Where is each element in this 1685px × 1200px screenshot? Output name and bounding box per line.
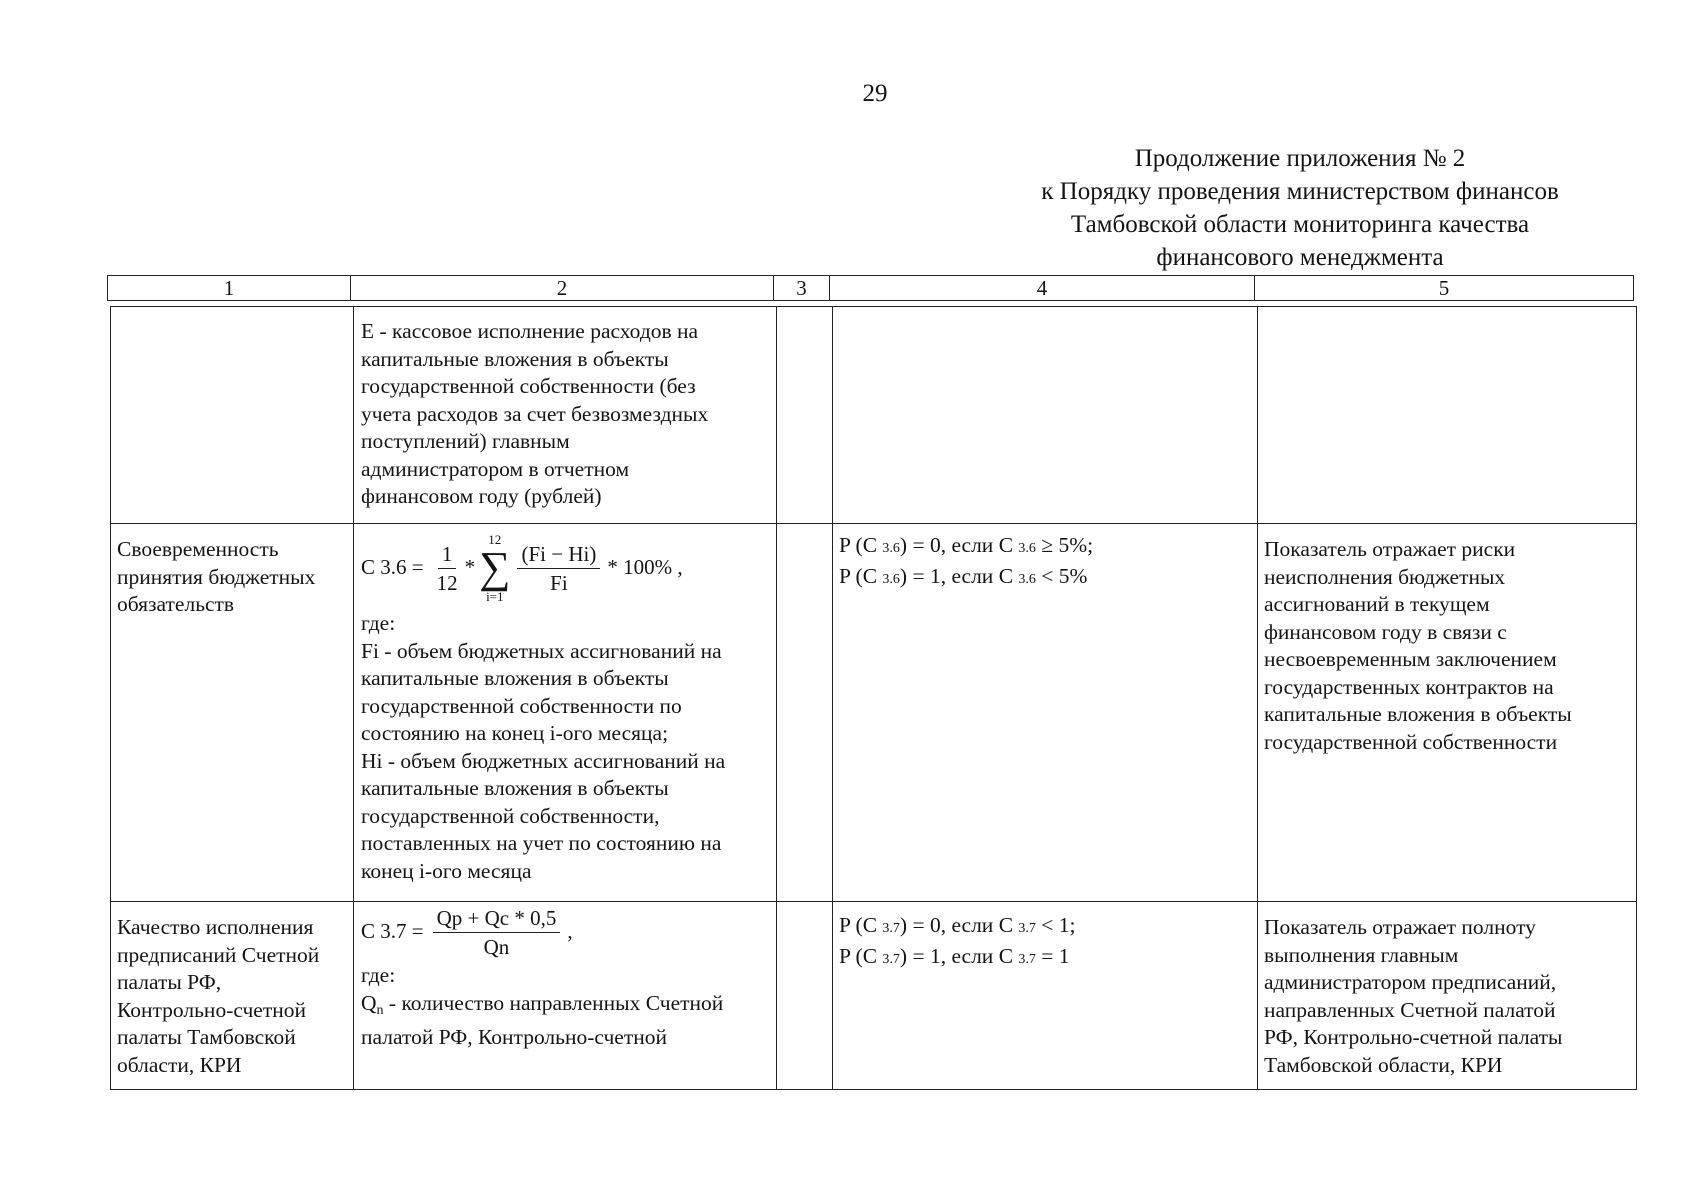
table-row	[111, 902, 1637, 1090]
text-line: капитальные вложения в объекты	[361, 666, 669, 690]
text-line: Fi - объем бюджетных ассигнований на	[361, 638, 722, 663]
fraction-denominator: Fi	[550, 570, 568, 595]
cond-text: < 1;	[1035, 913, 1076, 937]
text-line: состоянию на конец i-ого месяца;	[361, 721, 669, 745]
fraction-numerator: Qр + Qс * 0,5	[433, 906, 561, 933]
cond-subscript: 3.6	[1018, 571, 1036, 587]
text-line: предписаний Счетной	[117, 942, 320, 967]
cond-subscript: 3.6	[1018, 541, 1036, 556]
column-number: 1	[108, 276, 351, 301]
empty-cell	[777, 902, 833, 1090]
column-number: 3	[774, 276, 830, 301]
formula-c36	[361, 526, 770, 610]
text-line: финансовом году в связи с	[1264, 619, 1507, 644]
text-line: РФ, Контрольно-счетной палаты	[1264, 1025, 1563, 1049]
sigma-icon: ∑	[479, 543, 511, 592]
text-line: капитальные вложения в объекты	[361, 776, 669, 800]
text-line: ассигнований в текущем	[1264, 592, 1490, 616]
cond-text: P (C	[839, 563, 883, 588]
column-number: 4	[830, 276, 1255, 301]
cond-subscript: 3.7	[882, 951, 900, 967]
text-line: администратором в отчетном	[361, 456, 630, 481]
cond-text: = 1	[1035, 943, 1070, 968]
text-line: палаты РФ,	[117, 970, 222, 994]
text-line: Показатель отражает полноту	[1264, 915, 1536, 939]
cond-text: ≥ 5%;	[1035, 533, 1094, 557]
conditions-cell	[833, 524, 1258, 902]
fraction	[433, 906, 561, 959]
qn-subscript: n	[376, 1002, 384, 1018]
text-line: государственной собственности по	[361, 693, 682, 718]
text-line: государственной собственности	[1264, 729, 1558, 754]
cond-text: P (C	[839, 913, 883, 937]
text-line: направленных Счетной палатой	[1264, 997, 1556, 1022]
column-numbers-row	[108, 276, 1634, 301]
condition-line	[839, 912, 1251, 943]
text-line: принятия бюджетных	[117, 564, 316, 589]
formula-lhs: С 3.7 =	[361, 919, 424, 944]
column-number: 5	[1255, 276, 1634, 301]
text-line: палатой РФ, Контрольно-счетной	[361, 1025, 667, 1049]
comment-cell	[1258, 902, 1637, 1090]
multiply-sign: *	[464, 555, 476, 580]
text-line: поступлений) главным	[361, 429, 570, 453]
text-line	[361, 990, 770, 1025]
text-line: поставленных на учет по состоянию на	[361, 831, 722, 855]
condition-line	[839, 532, 1251, 563]
text-line: неисполнения бюджетных	[1264, 564, 1506, 589]
empty-cell	[777, 524, 833, 902]
cond-subscript: 3.7	[1018, 951, 1036, 967]
qn-text: - количество направленных Счетной	[383, 990, 724, 1015]
text-line: области, КРИ	[117, 1052, 242, 1077]
sum-upper-limit: 12	[488, 532, 502, 547]
indicator-name-cell	[111, 902, 354, 1090]
text-line: где:	[361, 611, 396, 635]
text-line: Контрольно-счетной	[117, 997, 306, 1022]
calculation-cell	[354, 524, 777, 902]
header-line: Продолжение приложения № 2	[1134, 145, 1466, 172]
comment-cell	[1258, 524, 1637, 902]
column-numbers-table	[107, 275, 1634, 301]
cond-text: < 5%	[1035, 563, 1088, 588]
formula-tail: * 100% ,	[607, 555, 683, 580]
comment-cell	[1258, 307, 1637, 524]
text-line: Показатель отражает риски	[1264, 537, 1516, 561]
text-line: капитальные вложения в объекты	[1264, 702, 1572, 726]
calculation-cell	[354, 902, 777, 1090]
cond-subscript: 3.7	[882, 921, 900, 936]
text-line: финансовом году (рублей)	[361, 484, 602, 508]
fraction	[433, 542, 462, 595]
cond-text: ) = 1, если C	[899, 563, 1019, 588]
text-line: выполнения главным	[1264, 942, 1459, 967]
cond-subscript: 3.6	[882, 571, 900, 587]
text-line: несвоевременным заключением	[1264, 647, 1557, 671]
text-line: палаты Тамбовской	[117, 1025, 296, 1049]
cond-text: ) = 0, если C	[899, 913, 1019, 937]
fraction	[517, 542, 600, 595]
indicators-table	[110, 306, 1637, 1090]
page-number: 29	[862, 80, 888, 107]
formula-tail: ,	[567, 919, 573, 944]
formula-c37	[361, 902, 770, 962]
formula-lhs: С 3.6 =	[361, 555, 424, 580]
fraction-numerator: 1	[438, 542, 457, 569]
cond-text: ) = 1, если C	[899, 943, 1019, 968]
text-line: E - кассовое исполнение расходов на	[361, 319, 699, 343]
cond-text: ) = 0, если C	[899, 533, 1019, 557]
cond-subscript: 3.6	[882, 541, 900, 556]
condition-line	[839, 563, 1251, 594]
header-line: финансового менеджмента	[1156, 244, 1444, 271]
cond-subscript: 3.7	[1018, 921, 1036, 936]
text-line: Hi - объем бюджетных ассигнований на	[361, 748, 726, 773]
empty-cell	[777, 307, 833, 524]
text-line: Своевременность	[117, 537, 279, 561]
column-number: 2	[351, 276, 774, 301]
text-line: Тамбовской области, КРИ	[1264, 1052, 1503, 1077]
table-row	[111, 307, 1637, 524]
summation	[479, 533, 510, 603]
qn-symbol: Q	[361, 990, 377, 1015]
text-line: обязательств	[117, 592, 235, 616]
fraction-denominator: Qn	[483, 934, 510, 959]
text-line: Качество исполнения	[117, 915, 314, 939]
cond-text: P (C	[839, 533, 883, 557]
fraction-numerator: (Fi − Hi)	[517, 542, 600, 569]
indicator-name-cell	[111, 307, 354, 524]
cond-text: P (C	[839, 943, 883, 968]
text-line: администратором предписаний,	[1264, 970, 1557, 994]
sum-lower-limit: i=1	[486, 589, 504, 604]
text-line: государственной собственности (без	[361, 374, 696, 398]
fraction-denominator: 12	[436, 570, 458, 595]
conditions-cell	[833, 902, 1258, 1090]
text-line: государственной собственности,	[361, 803, 660, 828]
indicator-name-cell	[111, 524, 354, 902]
table-row	[111, 524, 1637, 902]
text-line: государственных контрактов на	[1264, 674, 1554, 699]
calculation-cell	[354, 307, 777, 524]
text-line: конец i-ого месяца	[361, 858, 532, 883]
text-line: учета расходов за счет безвозмездных	[361, 401, 709, 426]
appendix-header	[1000, 142, 1600, 274]
header-line: к Порядку проведения министерством финансов	[1041, 178, 1559, 205]
text-line: капитальные вложения в объекты	[361, 346, 669, 371]
condition-line	[839, 943, 1251, 974]
text-line: где:	[361, 963, 396, 987]
header-line: Тамбовской области мониторинга качества	[1070, 211, 1530, 238]
conditions-cell	[833, 307, 1258, 524]
